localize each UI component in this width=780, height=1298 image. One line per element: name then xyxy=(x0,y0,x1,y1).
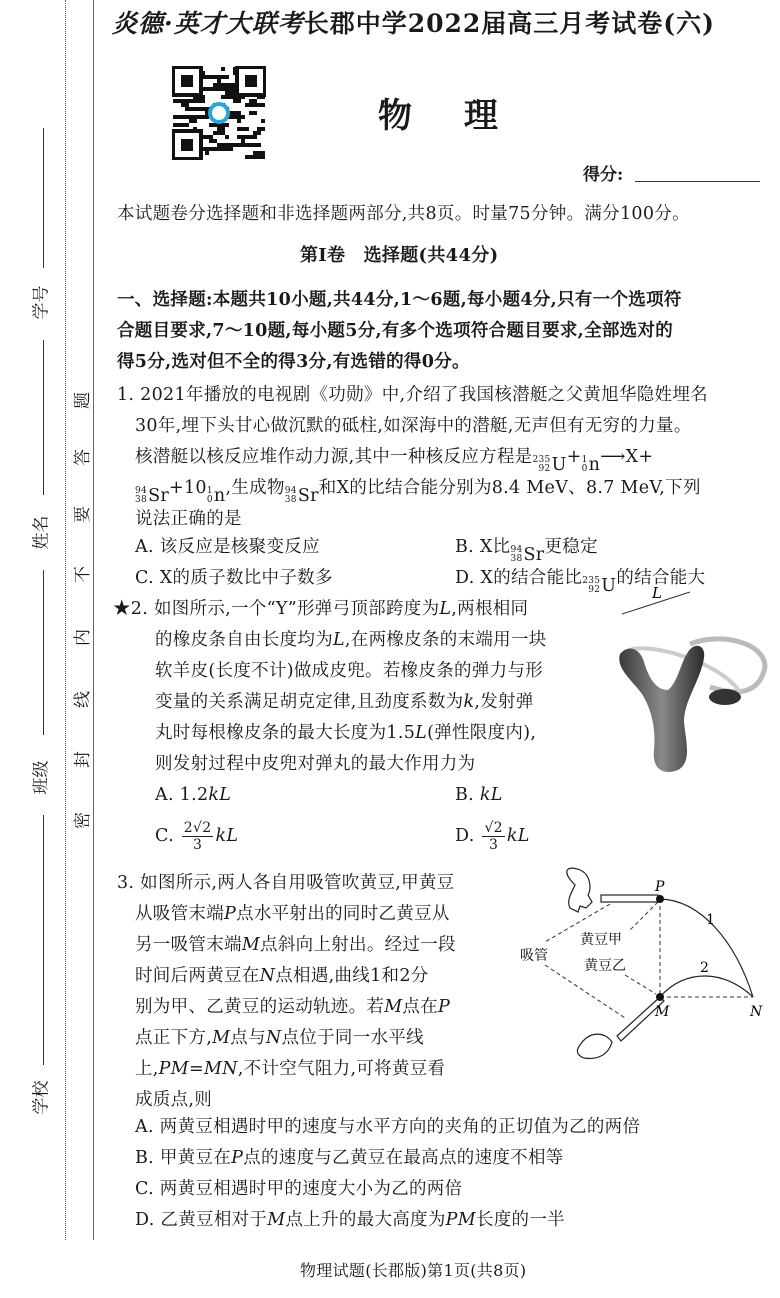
nuclide xyxy=(510,544,544,566)
text-run: 说法正确的是 xyxy=(135,509,242,529)
text-run: ★2. 如图所示,一个“Y”形弹弓顶部跨度为 xyxy=(113,599,440,619)
name-label: 姓名 xyxy=(31,515,52,550)
text-run: ,两根相同 xyxy=(451,599,529,619)
variable: PM xyxy=(445,1210,476,1230)
mass-number: 1 xyxy=(206,486,213,496)
person-a-head xyxy=(567,868,592,912)
bean-trajectory-figure xyxy=(500,860,780,1100)
question-3-line xyxy=(135,965,429,987)
dotted-seal-line xyxy=(65,0,66,1240)
variable: N xyxy=(259,966,276,986)
question-3-option xyxy=(135,1178,462,1200)
question-2-line xyxy=(113,598,528,620)
text-run: ,生成物 xyxy=(225,478,285,498)
brand-name: 炎德·英才大联考 xyxy=(112,9,304,38)
question-3-line xyxy=(117,872,454,894)
span-label: L xyxy=(652,584,662,602)
variable: kL xyxy=(208,785,232,805)
person-b-head xyxy=(577,1034,612,1058)
text-run: 核潜艇以核反应堆作动力源,其中一种核反应方程是 xyxy=(135,447,533,467)
student-id-line xyxy=(43,128,44,268)
question-3-line xyxy=(135,903,450,925)
text-run: + xyxy=(566,447,582,467)
text-run: 的结合能大 xyxy=(616,568,706,588)
seal-char: 内 xyxy=(73,629,93,646)
mass-number: 94 xyxy=(135,486,148,496)
question-3-line xyxy=(135,1027,424,1049)
question-1-option xyxy=(135,567,333,589)
text-run: ⟶X+ xyxy=(600,447,654,467)
denominator: 3 xyxy=(489,837,499,853)
atomic-number: 0 xyxy=(581,464,588,474)
text-run: ,在两橡皮条的末端用一块 xyxy=(344,630,547,650)
seal-char: 要 xyxy=(73,506,93,523)
text-run: 点斜向上射出。经过一段 xyxy=(260,935,456,955)
curve-2-label: 2 xyxy=(700,960,709,976)
atomic-number: 38 xyxy=(135,495,148,505)
variable: kL xyxy=(479,785,503,805)
text-run: 和X的比结合能分别为8.4 MeV、8.7 MeV,下列 xyxy=(318,478,701,498)
denominator: 3 xyxy=(193,837,203,853)
text-run: 更稳定 xyxy=(544,537,598,557)
text-run: 则发射过程中皮兜对弹丸的最大作用力为 xyxy=(155,754,476,774)
mass-number: 1 xyxy=(581,455,588,465)
seal-char: 封 xyxy=(73,751,93,768)
element-symbol: U xyxy=(601,576,617,596)
text-run: 另一吸管末端 xyxy=(135,935,242,955)
text-run: 成质点,则 xyxy=(135,1090,213,1110)
nuclide xyxy=(207,485,226,507)
text-run: 点上升的最大高度为 xyxy=(285,1210,446,1230)
trajectory-2 xyxy=(660,976,753,997)
variable: L xyxy=(415,723,428,743)
text-run: 的橡皮条自由长度均为 xyxy=(155,630,333,650)
text-run: 上, xyxy=(135,1059,159,1079)
text-run: A. 1.2 xyxy=(155,785,209,805)
element-symbol: n xyxy=(213,486,226,506)
seal-char: 答 xyxy=(73,449,93,466)
text-run: 变量的关系满足胡克定律,且劲度系数为 xyxy=(155,692,464,712)
question-2-line xyxy=(155,691,534,713)
name-line xyxy=(43,340,44,495)
text-run: 长度的一半 xyxy=(475,1210,565,1230)
seal-char: 线 xyxy=(73,691,93,708)
question-3-option xyxy=(135,1147,564,1169)
element-symbol: Sr xyxy=(297,486,319,506)
variable: kL xyxy=(215,826,239,846)
text-run: (弹性限度内), xyxy=(427,723,537,743)
variable: M xyxy=(267,1210,286,1230)
text-run: +10 xyxy=(169,478,207,498)
text-run: = xyxy=(188,1059,204,1079)
text-run: D. xyxy=(455,826,481,846)
question-2-option xyxy=(455,784,503,806)
text-run: 从吸管末端 xyxy=(135,904,224,924)
seal-char: 密 xyxy=(73,812,93,829)
bean-a-label: 黄豆甲 xyxy=(580,932,622,948)
question-1-line xyxy=(117,384,708,406)
text-run: 点位于同一水平线 xyxy=(281,1028,424,1048)
point-m-label: M xyxy=(655,1004,670,1020)
element-symbol: Sr xyxy=(523,545,545,565)
text-run: B. xyxy=(455,785,480,805)
text-run: ,发射弹 xyxy=(474,692,534,712)
pouch xyxy=(709,689,741,705)
class-label: 班级 xyxy=(31,760,52,795)
nuclide xyxy=(532,454,566,476)
section-title: 第Ⅰ卷 选择题(共44分) xyxy=(300,245,499,266)
exam-header xyxy=(112,4,715,40)
exam-title: 长郡中学2022届高三月考试卷(六) xyxy=(303,9,715,38)
question-3-line xyxy=(135,934,456,956)
mass-number: 94 xyxy=(284,486,297,496)
straw-a xyxy=(601,895,658,902)
variable: L xyxy=(333,630,345,650)
question-2-option xyxy=(155,820,238,853)
variable: L xyxy=(439,599,452,619)
text-run: D. 乙黄豆相对于 xyxy=(135,1210,268,1230)
atomic-number: 92 xyxy=(588,585,601,595)
question-3-option xyxy=(135,1116,640,1138)
variable: MN xyxy=(203,1059,238,1079)
question-2-line xyxy=(155,660,543,682)
question-2-line xyxy=(155,629,547,651)
variable: M xyxy=(241,935,261,955)
instruction-line: 得5分,选对但不全的得3分,有选错的得0分。 xyxy=(117,352,470,372)
question-2-line xyxy=(155,722,536,744)
element-symbol: Sr xyxy=(148,486,170,506)
point-p-label: P xyxy=(655,879,665,895)
nuclide xyxy=(135,485,169,507)
text-run: 3. 如图所示,两人各自用吸管吹黄豆,甲黄豆 xyxy=(117,873,455,893)
seal-char: 不 xyxy=(73,566,93,583)
mass-number: 235 xyxy=(582,576,601,586)
score-label: 得分: xyxy=(583,165,624,185)
variable: P xyxy=(224,904,237,924)
instruction-line: 一、选择题:本题共10小题,共44分,1～6题,每小题4分,只有一个选项符 xyxy=(117,290,682,310)
page-footer: 物理试题(长郡版)第1页(共8页) xyxy=(300,1261,527,1280)
qr-code[interactable] xyxy=(172,66,266,160)
text-run: 软羊皮(长度不计)做成皮兜。若橡皮条的弹力与形 xyxy=(155,661,544,681)
question-2-line xyxy=(155,753,475,775)
question-1-line xyxy=(135,446,653,476)
score-field[interactable] xyxy=(635,181,760,182)
text-run: 丸时每根橡皮条的最大长度为1.5 xyxy=(155,723,416,743)
intro-text: 本试题卷分选择题和非选择题两部分,共8页。时量75分钟。满分100分。 xyxy=(117,204,690,224)
variable: P xyxy=(438,997,451,1017)
subject-title: 物 理 xyxy=(378,96,518,136)
numerator: √2 xyxy=(484,820,503,836)
text-run: C. 两黄豆相遇时甲的速度大小为乙的两倍 xyxy=(135,1179,463,1199)
question-1-option xyxy=(455,536,598,566)
straw-label: 吸管 xyxy=(520,948,548,964)
text-run: 30年,埋下头甘心做沉默的砥柱,如深海中的潜艇,无声但有无穷的力量。 xyxy=(135,416,692,436)
mass-number: 94 xyxy=(510,545,523,555)
text-run: B. 甲黄豆在 xyxy=(135,1148,232,1168)
variable: N xyxy=(265,1028,282,1048)
text-run: A. 两黄豆相遇时甲的速度与水平方向的夹角的正切值为乙的两倍 xyxy=(135,1117,641,1137)
atomic-number: 38 xyxy=(284,495,297,505)
student-id-label: 学号 xyxy=(31,285,52,320)
seal-border-line xyxy=(93,0,94,1240)
mass-number: 235 xyxy=(532,455,551,465)
text-run: 别为甲、乙黄豆的运动轨迹。若 xyxy=(135,997,385,1017)
text-run: 1. 2021年播放的电视剧《功勋》中,介绍了我国核潜艇之父黄旭华隐姓埋名 xyxy=(117,385,708,405)
text-run: 点与 xyxy=(230,1028,266,1048)
variable: kL xyxy=(506,826,530,846)
question-3-line xyxy=(135,996,450,1018)
text-run: B. X比 xyxy=(455,537,511,557)
numerator: 2√2 xyxy=(183,820,212,836)
class-line xyxy=(43,570,44,735)
seal-char: 题 xyxy=(73,392,93,409)
text-run: 点水平射出的同时乙黄豆从 xyxy=(236,904,450,924)
variable: M xyxy=(384,997,403,1017)
fraction xyxy=(182,820,214,853)
slingshot-frame xyxy=(619,646,704,772)
instruction-line: 合题目要求,7～10题,每小题5分,有多个选项符合题目要求,全部选对的 xyxy=(117,321,674,341)
variable: P xyxy=(231,1148,244,1168)
question-3-line xyxy=(135,1089,212,1111)
atomic-number: 0 xyxy=(206,495,213,505)
variable: PM xyxy=(158,1059,189,1079)
question-1-line xyxy=(135,508,242,530)
element-symbol: n xyxy=(588,455,601,475)
question-1-line xyxy=(135,415,692,437)
text-run: 点的速度与乙黄豆在最高点的速度不相等 xyxy=(243,1148,564,1168)
nuclide xyxy=(285,485,319,507)
bean-b-label: 黄豆乙 xyxy=(584,958,626,974)
question-3-line xyxy=(135,1058,445,1080)
text-run: A. 该反应是核聚变反应 xyxy=(135,537,320,557)
text-run: D. X的结合能比 xyxy=(455,568,583,588)
text-run: 点在 xyxy=(402,997,439,1017)
text-run: 时间后两黄豆在 xyxy=(135,966,260,986)
question-2-option xyxy=(455,820,530,853)
question-2-option xyxy=(155,784,231,806)
atomic-number: 92 xyxy=(538,464,551,474)
element-symbol: U xyxy=(551,455,567,475)
nuclide xyxy=(582,454,601,476)
atomic-number: 38 xyxy=(510,554,523,564)
text-run: 点相遇,曲线1和2分 xyxy=(275,966,429,986)
variable: k xyxy=(463,692,475,712)
text-run: ,不计空气阻力,可将黄豆看 xyxy=(237,1059,446,1079)
question-3-option xyxy=(135,1209,565,1231)
school-label: 学校 xyxy=(31,1080,52,1115)
slingshot-figure xyxy=(600,582,775,777)
question-1-line xyxy=(135,477,701,507)
curve-1-label: 1 xyxy=(706,912,715,928)
text-run: 点正下方, xyxy=(135,1028,213,1048)
school-line xyxy=(43,815,44,1065)
point-n-label: N xyxy=(750,1004,763,1020)
fraction xyxy=(482,820,504,853)
text-run: C. X的质子数比中子数多 xyxy=(135,568,333,588)
question-1-option xyxy=(135,536,320,558)
variable: M xyxy=(212,1028,231,1048)
text-run: C. xyxy=(155,826,180,846)
